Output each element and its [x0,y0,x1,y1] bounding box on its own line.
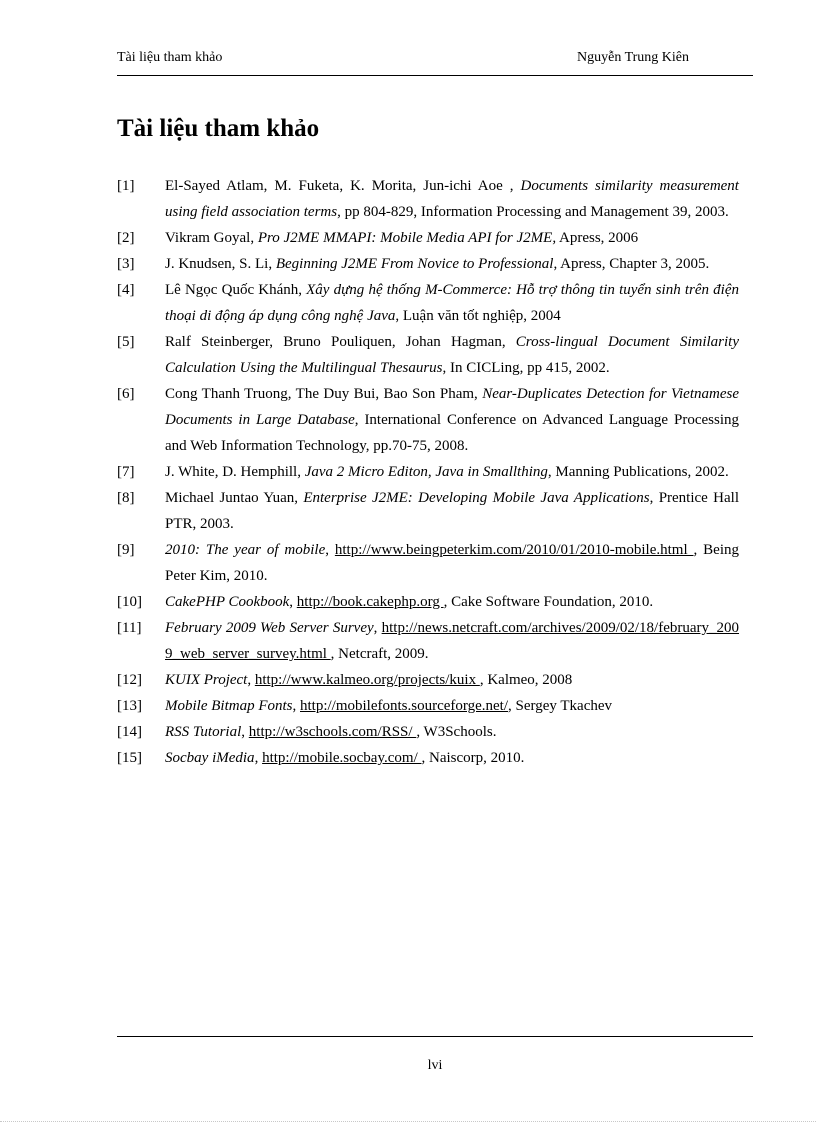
reference-link[interactable]: http://news.netcraft.com/archives/2009/02/18/february_2009_web_server_survey.html [165,620,740,662]
page-header [117,48,753,68]
page-title: Tài liệu tham khảo [117,115,320,142]
reference-title: Xây dựng hệ thống M-Commerce: Hỗ trợ thông tin tuyển sinh trên điện thoại di động áp dụng công nghệ Java [165,282,739,324]
reference-item [117,693,739,719]
reference-title: RSS Tutorial [165,724,242,740]
reference-item [117,589,739,615]
reference-separator: , [289,594,297,610]
reference-details: , W3Schools. [416,724,497,740]
reference-number: [14] [117,724,142,740]
reference-details: , Prentice Hall PTR, 2003. [165,490,739,532]
reference-number: [4] [117,282,135,298]
reference-item [117,225,739,251]
reference-separator: , [241,724,249,740]
header-section-title: Tài liệu tham khảo [117,50,223,65]
reference-title: Pro J2ME MMAPI: Mobile Media API for J2ME, [257,230,557,246]
reference-title: Java 2 Micro Editon, Java in Smallthing [304,464,548,480]
reference-title: CakePHP Cookbook [165,594,290,610]
reference-title: February 2009 Web Server Survey [165,620,374,636]
page-number: lvi [427,1058,443,1073]
reference-title: Cross-lingual Document Similarity Calculation Using the Multilingual Thesaurus [165,334,739,376]
reference-details: Apress, 2006 [556,230,639,246]
reference-details: , Netcraft, 2009. [330,646,429,662]
reference-authors: Cong Thanh Truong, The Duy Bui, Bao Son Pham, [165,386,483,402]
reference-item [117,329,739,381]
page-edge [0,1121,816,1122]
reference-details: , Sergey Tkachev [508,698,613,714]
header-rule [117,75,753,76]
footer-rule [117,1036,753,1037]
reference-details: , Cake Software Foundation, 2010. [443,594,654,610]
reference-number: [9] [117,542,135,558]
reference-authors: Lê Ngọc Quốc Khánh, [165,282,307,298]
reference-item [117,459,739,485]
reference-details: , pp 804-829, Information Processing and Management 39, 2003. [337,204,729,220]
reference-separator: , [373,620,382,636]
reference-authors: Ralf Steinberger, Bruno Pouliquen, Johan Hagman, [165,334,516,350]
reference-list [117,173,739,771]
reference-item [117,485,739,537]
reference-item [117,615,739,667]
reference-separator: , [325,542,335,558]
reference-authors: J. Knudsen, S. Li, [165,256,276,272]
reference-number: [2] [117,230,135,246]
reference-details: , In CICLing, pp 415, 2002. [442,360,610,376]
reference-link[interactable]: http://www.beingpeterkim.com/2010/01/2010-mobile.html [334,542,694,558]
reference-number: [1] [117,178,135,194]
reference-link[interactable]: http://mobilefonts.sourceforge.net/ [300,698,509,714]
reference-number: [3] [117,256,135,272]
reference-details: , Naiscorp, 2010. [421,750,525,766]
reference-separator: , [292,698,300,714]
reference-title: 2010: The year of mobile [165,542,326,558]
reference-number: [12] [117,672,142,688]
reference-number: [11] [117,620,142,636]
reference-title: Beginning J2ME From Novice to Professional [275,256,554,272]
header-author: Nguyễn Trung Kiên [577,50,690,65]
reference-details: , International Conference on Advanced Language Processing and Web Information Technology, pp.70-75, 2008. [165,412,739,454]
reference-authors: J. White, D. Hemphill, [165,464,305,480]
reference-details: , Kalmeo, 2008 [479,672,573,688]
reference-number: [13] [117,698,142,714]
reference-item [117,667,739,693]
reference-number: [6] [117,386,135,402]
reference-authors: Michael Juntao Yuan, [165,490,304,506]
reference-details: , Luận văn tốt nghiệp, 2004 [395,308,561,324]
reference-separator: , [247,672,255,688]
reference-details: , Manning Publications, 2002. [547,464,729,480]
reference-separator: , [254,750,263,766]
reference-item [117,277,739,329]
reference-item [117,719,739,745]
reference-link[interactable]: http://w3schools.com/RSS/ [248,724,417,740]
reference-link[interactable]: http://book.cakephp.org [296,594,444,610]
reference-number: [15] [117,750,142,766]
page-footer [117,1056,753,1076]
reference-item [117,745,739,771]
reference-title: Documents similarity measurement using field association terms [165,178,739,220]
reference-details: , Being Peter Kim, 2010. [165,542,740,584]
reference-number: [7] [117,464,135,480]
reference-number: [8] [117,490,135,506]
reference-item [117,381,739,459]
reference-item [117,537,739,589]
reference-item [117,173,739,225]
reference-title: Near-Duplicates Detection for Vietnamese Documents in Large Database [165,386,739,428]
reference-link[interactable]: http://mobile.socbay.com/ [262,750,422,766]
reference-title: Mobile Bitmap Fonts [165,698,293,714]
reference-link[interactable]: http://www.kalmeo.org/projects/kuix [254,672,480,688]
reference-number: [10] [117,594,142,610]
reference-authors: El-Sayed Atlam, M. Fuketa, K. Morita, Jun-ichi Aoe , [165,178,521,194]
reference-title: KUIX Project [165,672,248,688]
reference-item [117,251,739,277]
reference-number: [5] [117,334,135,350]
reference-title: Socbay iMedia [165,750,255,766]
reference-authors: Vikram Goyal, [165,230,258,246]
reference-title: Enterprise J2ME: Developing Mobile Java Applications [303,490,650,506]
reference-details: , Apress, Chapter 3, 2005. [553,256,710,272]
